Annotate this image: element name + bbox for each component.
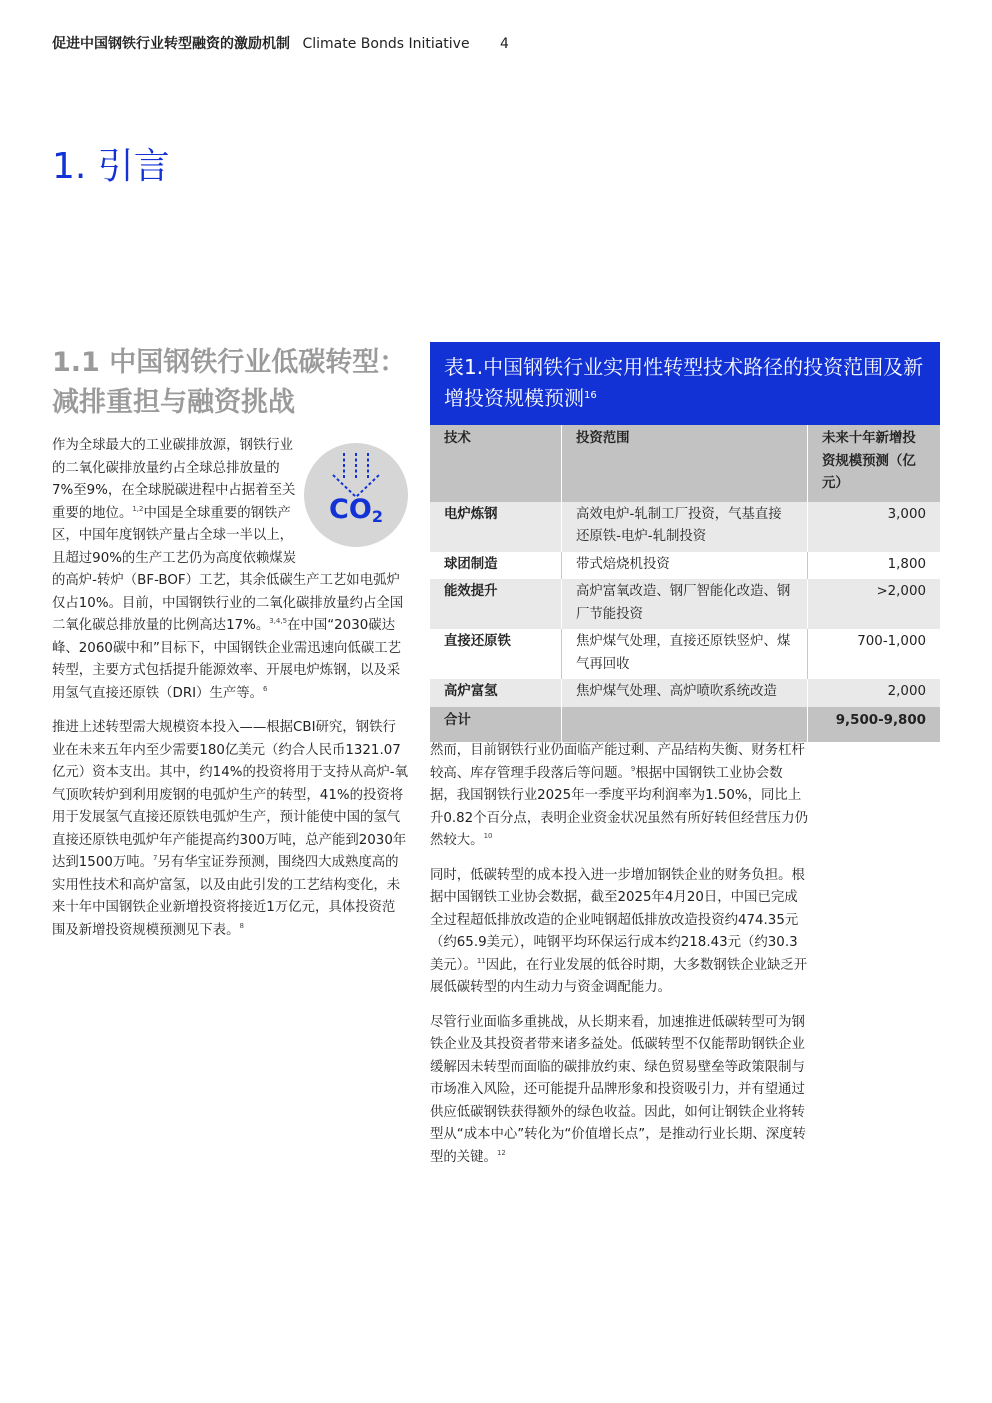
- page-header: [52, 33, 509, 53]
- column-header-forecast: 未来十年新增投资规模预测（亿元）: [808, 425, 941, 502]
- forecast-cell: 2,000: [808, 679, 941, 707]
- tech-cell: 直接还原铁: [430, 629, 562, 679]
- investment-table: [430, 425, 940, 742]
- table-row: [430, 552, 940, 580]
- left-column: [52, 435, 408, 954]
- total-empty-cell: [562, 707, 808, 743]
- paragraph-investment: 推进上述转型需大规模资本投入——根据CBI研究，钢铁行业在未来五年内至少需要180亿美元（约合人民币1321.07亿元）资本支出。其中，约14%的投资将用于支持从高炉-氧气顶吹转炉到利用废钢的电弧炉生产的转型，41%的投资将用于发展氢气直接还原铁电弧炉生产，预计能使中国的氢气直接还原铁电弧炉年产能提高约300万吨，总产能到2030年达到1500万吨。$^7$另有华宝证券预测，围绕四大成熟度高的实用性技术和高炉富氢，以及由此引发的工艺结构变化，未来十年中国钢铁企业新增投资将接近1万亿元，具体投资范围及新增投资规模预测见下表。$^8$: [52, 720, 408, 938]
- paragraph-costs: 同时，低碳转型的成本投入进一步增加钢铁企业的财务负担。根据中国钢铁工业协会数据，截至2025年4月20日，中国已完成全过程超低排放改造的企业吨钢超低排放改造投资约474.35元（约65.9美元），吨钢平均环保运行成本约218.43元（约30.3美元）。$^{11}$因此，在行业发展的低谷时期，大多数钢铁企业缺乏开展低碳转型的内生动力与资金调配能力。: [430, 867, 808, 995]
- co2-icon: [304, 443, 408, 547]
- forecast-cell: 3,000: [808, 502, 941, 552]
- forecast-cell: 1,800: [808, 552, 941, 580]
- column-header-scope: 投资范围: [562, 425, 808, 502]
- chapter-title: 1. 引言: [52, 146, 170, 187]
- paragraph-challenges: 然而，目前钢铁行业仍面临产能过剩、产品结构失衡、财务杠杆较高、库存管理手段落后等问题。$^9$根据中国钢铁工业协会数据，我国钢铁行业2025年一季度平均利润率为1.50%，同比上升0.82个百分点，表明企业资金状况虽然有所好转但经营压力仍然较大。$^{10}$: [430, 743, 808, 848]
- organization-name: Climate Bonds Initiative: [302, 36, 470, 52]
- right-column: [430, 740, 808, 1181]
- table-header-row: [430, 425, 940, 502]
- table-row: [430, 579, 940, 629]
- footnote-ref: 9: [630, 764, 636, 773]
- paragraph-benefits: 尽管行业面临多重挑战，从长期来看，加速推进低碳转型可为钢铁企业及其投资者带来诸多益处。低碳转型不仅能帮助钢铁企业缓解因未转型而面临的碳排放约束、绿色贸易壁垒等政策限制与市场准入风险，还可能提升品牌形象和投资吸引力，并有望通过供应低碳钢铁获得额外的绿色收益。因此，如何让钢铁企业将转型从“成本中心”转化为“价值增长点”，是推动行业长期、深度转型的关键。$^{12}$: [430, 1014, 806, 1165]
- footnote-ref: 1,2: [132, 504, 144, 513]
- footnote-ref: 16: [584, 390, 597, 401]
- forecast-cell: 700-1,000: [808, 629, 941, 679]
- table-caption: 表1.中国钢铁行业实用性转型技术路径的投资范围及新增投资规模预测$^{16}$: [430, 342, 940, 425]
- footnote-ref: 8: [239, 921, 244, 930]
- document-title: 促进中国钢铁行业转型融资的激励机制: [52, 36, 290, 52]
- tech-cell: 球团制造: [430, 552, 562, 580]
- table-row: [430, 629, 940, 679]
- scope-cell: 高炉富氧改造、钢厂智能化改造、钢厂节能投资: [562, 579, 808, 629]
- page-number: 4: [500, 36, 509, 52]
- footnote-ref: 10: [483, 832, 493, 840]
- table-row: [430, 502, 940, 552]
- footnote-ref: 3,4,5: [269, 617, 288, 625]
- footnote-ref: 7: [153, 854, 158, 862]
- scope-cell: 焦炉煤气处理，直接还原铁竖炉、煤气再回收: [562, 629, 808, 679]
- scope-cell: 焦炉煤气处理、高炉喷吹系统改造: [562, 679, 808, 707]
- footnote-ref: 12: [496, 1148, 506, 1157]
- tech-cell: 高炉富氢: [430, 679, 562, 707]
- total-label: 合计: [430, 707, 562, 743]
- table-total-row: [430, 707, 940, 743]
- tech-cell: 能效提升: [430, 579, 562, 629]
- section-title: 1.1 中国钢铁行业低碳转型：减排重担与融资挑战: [52, 347, 407, 418]
- footnote-ref: 11: [476, 956, 486, 965]
- co2-label: $CO_2$: [329, 494, 383, 526]
- tech-cell: 电炉炼钢: [430, 502, 562, 552]
- total-value: 9,500-9,800: [808, 707, 941, 743]
- column-header-tech: 技术: [430, 425, 562, 502]
- investment-table-box: [430, 342, 940, 742]
- scope-cell: 高效电炉-轧制工厂投资，气基直接还原铁-电炉-轧制投资: [562, 502, 808, 552]
- table-row: [430, 679, 940, 707]
- scope-cell: 带式焙烧机投资: [562, 552, 808, 580]
- forecast-cell: >2,000: [808, 579, 941, 629]
- footnote-ref: 6: [263, 684, 268, 693]
- paragraph-intro: $CO_2$ 作为全球最大的工业碳排放源，钢铁行业的二氧化碳排放量约占全球总排放量的7%至9%，在全球脱碳进程中占据着至关重要的地位。$^{1,2}$中国是全球重要的钢铁产区，中国年度钢铁产量占全球一半以上，且超过90%的生产工艺仍为高度依赖煤炭的高炉-转炉（BF-BOF）工艺，其余低碳生产工艺如电弧炉仅占10%。目前，中国钢铁行业的二氧化碳排放量约占全国二氧化碳总排放量的比例高达17%。$^{3,4,5}$在中国“2030碳达峰、2060碳中和”目标下，中国钢铁企业需迅速向低碳工艺转型，主要方式包括提升能源效率、开展电炉炼钢，以及采用氢气直接还原铁（DRI）生产等。$^6$: [52, 435, 408, 705]
